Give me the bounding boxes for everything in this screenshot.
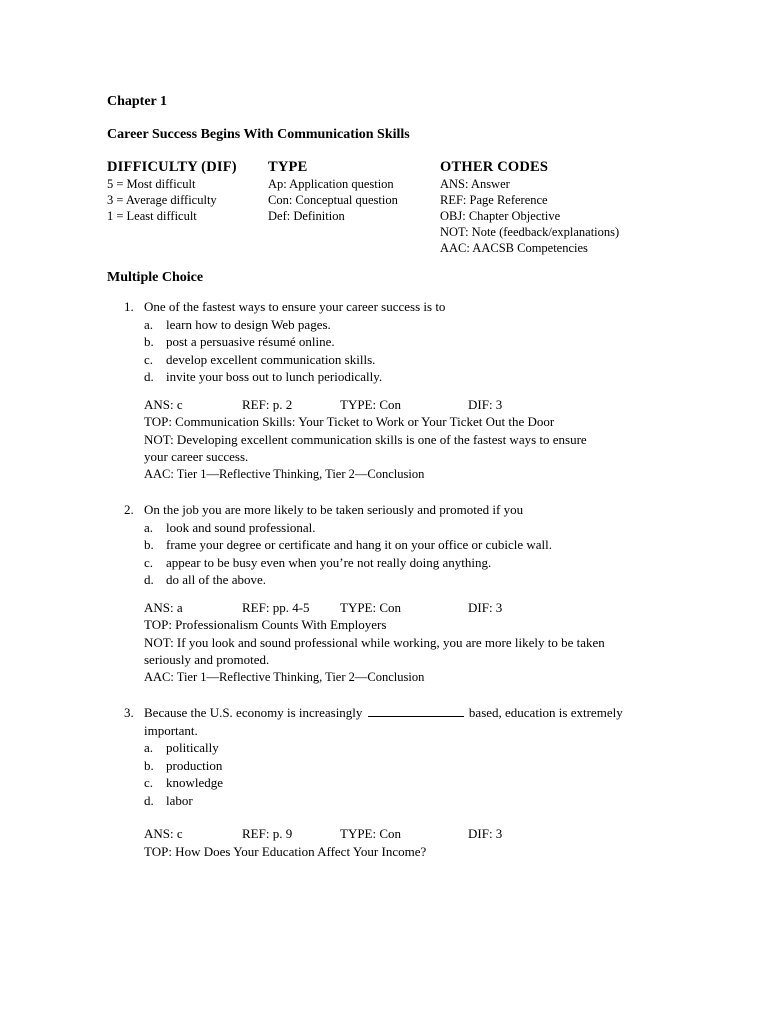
note-line: NOT: If you look and sound professional while working, you are more likely to be taken [144,634,605,650]
option-text: look and sound professional. [166,519,316,535]
question-stem-continued [124,722,684,740]
difficulty-line: 5 = Most difficult [107,177,196,191]
option-letter: c. [144,775,154,790]
chapter-heading: Chapter 1 [107,94,168,109]
answer-code: ANS: c [144,826,183,841]
answer-code: ANS: c [144,396,183,412]
difficulty-column [107,158,237,224]
option-letter: d. [144,369,154,384]
note-line: your career success. [144,449,249,464]
other-code-line: ANS: Answer [440,177,510,191]
section-heading: Multiple Choice [107,270,204,285]
note-line: seriously and promoted. [144,652,270,667]
type-code: TYPE: Con [340,396,402,412]
option-letter: a. [144,519,154,535]
answer-metadata [124,825,684,860]
option-letter: c. [144,351,154,367]
option-text: develop excellent communication skills. [166,351,376,367]
option-text: invite your boss out to lunch periodically. [166,369,383,384]
other-code-line: AAC: AACSB Competencies [440,241,588,255]
topic-line: TOP: Communication Skills: Your Ticket to Work or Your Ticket Out the Door [144,414,555,429]
code-legend [107,158,707,258]
option-letter: b. [144,537,154,552]
option-letter: b. [144,757,154,773]
aacsb-line: AAC: Tier 1—Reflective Thinking, Tier 2—Conclusion [144,466,425,481]
answer-code: ANS: a [144,599,183,615]
other-code-line: REF: Page Reference [440,193,548,207]
answer-option [124,351,684,369]
answer-option [124,739,684,757]
option-letter: a. [144,316,154,332]
question-text-continued: important. [144,722,198,738]
answer-option [124,554,684,572]
answer-option [124,774,684,792]
answer-codes-row [144,396,684,414]
option-letter: b. [144,334,154,349]
other-codes-heading: OTHER CODES [440,159,549,175]
option-letter: a. [144,740,154,755]
option-letter: d. [144,792,154,808]
reference-code: REF: p. 2 [242,396,293,412]
answer-option [124,519,684,537]
question-text-after: based, education is extremely [468,705,623,720]
type-line: Ap: Application question [268,177,394,191]
reference-code: REF: pp. 4-5 [242,599,310,615]
question-number: 3. [124,705,134,720]
option-text: learn how to design Web pages. [166,316,331,332]
option-letter: c. [144,554,154,570]
difficulty-code: DIF: 3 [468,826,503,841]
question-stem [124,298,684,316]
answer-metadata [124,599,684,687]
difficulty-code: DIF: 3 [468,396,503,412]
answer-option [124,792,684,810]
fill-in-blank [368,705,464,717]
question-number: 2. [124,502,134,517]
type-code: TYPE: Con [340,826,402,841]
topic-line: TOP: Professionalism Counts With Employers [144,617,387,632]
type-line: Def: Definition [268,209,345,223]
type-column [268,158,398,224]
difficulty-line: 1 = Least difficult [107,209,197,223]
other-code-line: OBJ: Chapter Objective [440,209,561,223]
difficulty-heading: DIFFICULTY (DIF) [107,159,237,175]
option-text: post a persuasive résumé online. [166,334,335,349]
answer-codes-row [144,599,684,617]
question-number: 1. [124,299,134,314]
answer-option [124,316,684,334]
question-text: One of the fastest ways to ensure your career success is to [144,299,446,314]
topic-line: TOP: How Does Your Education Affect Your Income? [144,843,427,859]
question-1 [124,298,684,483]
question-text-before: Because the U.S. economy is increasingly [144,705,363,720]
answer-option [124,333,684,351]
chapter-title: Career Success Begins With Communication Skills [107,127,410,142]
option-letter: d. [144,572,154,587]
answer-option [124,571,684,589]
difficulty-code: DIF: 3 [468,599,503,615]
type-heading: TYPE [268,159,308,175]
type-code: TYPE: Con [340,599,402,615]
option-text: do all of the above. [166,572,266,587]
question-3 [124,704,684,860]
other-code-line: NOT: Note (feedback/explanations) [440,225,620,239]
option-text: frame your degree or certificate and hang it on your office or cubicle wall. [166,537,552,552]
answer-option [124,536,684,554]
option-text: labor [166,792,193,808]
aacsb-line: AAC: Tier 1—Reflective Thinking, Tier 2—Conclusion [144,669,425,684]
option-text: politically [166,740,219,755]
option-text: production [166,757,223,773]
question-text [144,704,623,722]
other-codes-column [440,158,619,256]
option-text: knowledge [166,775,224,790]
note-line: NOT: Developing excellent communication skills is one of the fastest ways to ensure [144,431,587,447]
reference-code: REF: p. 9 [242,826,293,841]
type-line: Con: Conceptual question [268,193,398,207]
question-text: On the job you are more likely to be taken seriously and promoted if you [144,502,524,517]
question-stem [124,704,684,722]
answer-option [124,368,684,386]
option-text: appear to be busy even when you’re not really doing anything. [166,554,492,570]
answer-option [124,757,684,775]
difficulty-line: 3 = Average difficulty [107,193,217,207]
answer-codes-row [144,825,684,843]
answer-metadata [124,396,684,484]
question-2 [124,501,684,686]
question-stem [124,501,684,519]
